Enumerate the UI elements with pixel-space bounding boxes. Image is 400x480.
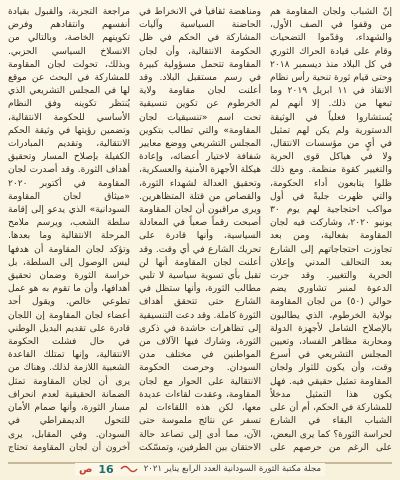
- text-columns: [8, 6, 392, 454]
- column-middle: [139, 6, 261, 454]
- magazine-name: مجلة مكتبة الثورة السودانية العدد الرابع يناير ٢٠٢١: [143, 464, 322, 474]
- column-left: [8, 6, 130, 454]
- column-right-text: إنّ الشباب ولجان المقاومة هم من وقفوا في الصف الأول، والشهداء، وقدّموا التضحيات وقام على قيادة الحراك الثوري في كل البلاد منذ ديسمبر ٢٠١٨ وحتى قيام ثورة تنحية رأس نظام الانقاذ في ١١ ابريل ٢٠١٩ وما تبعها من ذلك. إلا أنهم لم يُستشاروا فعلياً في الوثيقة الدستورية ولم يكن لهم تمثيل في أيٍ من مؤسسات الانتقال، ولا في هياكل قوى الحرية والتغيير كقوة منظمة. ومع ذلك ظلوا يتابعون أداء الحكومة، والتي ظهرت جليةً في أول مواكب احتجاجية لهم يوم ٣٠ يونيو ٢٠٢٠، وشاركت فيه لجان المقاومة بفعالية، ومن بعد تجاوزت احتجاجاتهم إلى الشارع بعد التحالف المدني وإعلان الحرية والتغيير. وقد جرت الدعوة لمنبر تشاوري يضم حوالي (٥٠) من لجان المقاومة بولاية الخرطوم، الذي يطالبون بالإصلاح الشامل لأجهزة الدولة ومحاربة مظاهر الفساد، وتعيين المجلس التشريعي في أسرع وقت، وأن يكون للثوار ولجان المقاومة تمثيل حقيقي فيه. فهل يكون هذا التمثيل مدخلاً للمشاركة في الحكم، أم أن على الشباب البقاء في الشارع لحراسة الثورة؟ كما يرى البعض، على الرغم من حرصهم على: [270, 7, 392, 453]
- page-footer: [0, 459, 400, 479]
- column-right: [270, 6, 392, 454]
- column-left-text: مراجعة التجربة، والقبول بقيادة أنفسهم وانتقادهم وفرض تكوينهم الخاصة، وبالتالي من الانسلاخ السياسي الحزبي. وبذلك، تحولت لجان المقاومة للمشاركة في البحث عن موقع لها في المجلس التشريعي الذي يُنتظر تكوينه وفق النظام الأساسي للحكومة الانتقالية، وتضمين رؤيتها في وثيقة الحكم الانتقالية، وتقديم المبادرات الكفيلة بإصلاح المسار وتحقيق أهداف الثورة. وقد أصدرت لجان المقاومة في أكتوبر ٢٠٢٠ «ميثاق لجان المقاومة السودانية» الذي يدعو إلى إقامة سلطة الشعب، ويرسم ملامح المرحلة الانتقالية وما بعدها. وتؤكد لجان المقاومة أن هدفها ليس الوصول إلى السلطة، بل حراسة الثورة وضمان تحقيق أهدافها، وأن ما تقوم به هو عمل تطوعي خالص. ويقول أحد أعضاء لجان المقاومة إن اللجان قادرة على تقديم البديل الوطني في حال فشلت الحكومة الانتقالية، وإنها تمتلك القاعدة الشعبية اللازمة لذلك. وهناك من يرى أن لجان المقاومة تمثل الضمانة الحقيقية لعدم انحراف مسار الثورة، وأنها صمام الأمان للتحول الديمقراطي في السودان. وفي المقابل، يرى آخرون أن لجان المقاومة تحتاج: [8, 7, 130, 453]
- ornament-icon: [120, 464, 138, 474]
- page-label: ص: [78, 463, 93, 475]
- column-middle-text: ومناهضة ثقافياً في الانخراط في الحاضنة السياسية وآليات المشاركة في الحكم في ظل الحكومة الانتقالية، وأن لجان المقاومة تتحمل مسؤولية كبيرة في رسم مستقبل البلاد. وقد أعلنت لجان مقاومة ولاية الخرطوم عن تكوين تنسيقية تحت اسم «تنسيقيات لجان المقاومة» والتي تطالب بتكوين المجلس التشريعي ووضع معايير شفافة لاختيار أعضائه، وإعادة هيكلة الأجهزة الأمنية والعسكرية، وتحقيق العدالة لشهداء الثورة، والقصاص من قتلة المتظاهرين. ويرى مراقبون أن لجان المقاومة أصبحت رقماً صعباً في المعادلة السياسية، وأنها قادرة على تحريك الشارع في أي وقت. وقد أعلنت لجان المقاومة أنها لن تقبل بأي تسوية سياسية لا تلبي مطالب الثورة، وأنها ستظل في الشارع حتى تتحقق أهداف الثورة كاملة. وقد دعت التنسيقية إلى تظاهرات حاشدة في ذكرى الثورة، وشارك فيها الآلاف من المواطنين في مختلف مدن السودان. وحرصت الحكومة الانتقالية على الحوار مع لجان المقاومة، وعقدت لقاءات عديدة معها، لكن هذه اللقاءات لم تسفر عن نتائج ملموسة حتى الآن، مما أدى إلى تصاعد حالة الاحتقان بين الطرفين، وتمسّكت: [139, 7, 261, 453]
- page-number: 16: [98, 462, 114, 476]
